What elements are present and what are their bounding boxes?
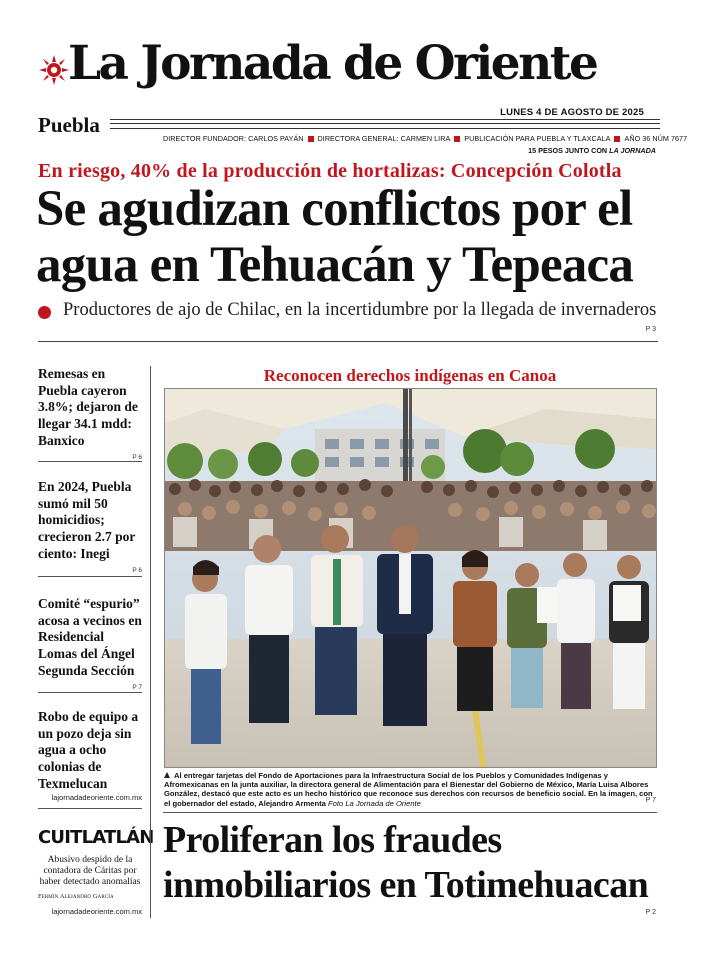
sidebar-divider [38, 692, 142, 693]
photo-story-title[interactable]: Reconocen derechos indígenas en Canoa [263, 366, 557, 385]
bullet-icon [38, 306, 51, 319]
lead-headline[interactable] [36, 181, 676, 293]
price-text: 15 PESOS JUNTO CON [528, 146, 608, 155]
sidebar-item[interactable] [38, 596, 142, 691]
masthead-rule [110, 119, 660, 129]
section-divider [38, 341, 658, 342]
second-headline-line-2: inmobiliarios en Totimehuacan [163, 864, 649, 906]
sun-icon [38, 54, 70, 86]
masthead-logo[interactable] [38, 34, 666, 104]
price-paper: LA JORNADA [609, 146, 656, 155]
separator-square [614, 136, 620, 142]
separator-square [454, 136, 460, 142]
price-line [528, 146, 656, 155]
sidebar-headline: Comité “espurio” acosa a vecinos en Residencial Lomas del Ángel Segunda Sección [38, 596, 142, 678]
second-headline[interactable] [163, 818, 663, 908]
column-summary[interactable]: Abusivo despido de la contadora de Cáritas por haber detectado anomalías [39, 855, 141, 887]
column-divider [150, 366, 151, 918]
credit-founder: DIRECTOR FUNDADOR: CARLOS PAYÁN [163, 134, 304, 143]
second-headline-line-1: Proliferan los fraudes [163, 819, 502, 861]
photo-credit: Foto La Jornada de Oriente [328, 798, 421, 808]
photo-caption [164, 771, 657, 808]
sidebar-divider [38, 461, 142, 462]
photo-illustration [165, 389, 657, 768]
caption-marker-icon [164, 772, 170, 778]
lead-headline-line-2: agua en Tehuacán y Tepeaca [36, 237, 634, 293]
sidebar-page-ref: P 6 [132, 453, 142, 461]
sidebar-headline: Remesas en Puebla cayeron 3.8%; dejaron de llegar 34.1 mdd: Banxico [38, 366, 138, 448]
column-title[interactable]: CUITLATLÁN [38, 827, 154, 848]
lead-deck[interactable]: Productores de ajo de Chilac, en la incertidumbre por la llegada de invernaderos [63, 300, 657, 320]
lead-headline-line-1: Se agudizan conflictos por el [36, 181, 633, 237]
newspaper-title: La Jornada de Oriente [68, 36, 597, 91]
lead-kicker[interactable]: En riesgo, 40% de la producción de hortalizas: Concepción Colotla [38, 160, 622, 182]
caption-text: Al entregar tarjetas del Fondo de Aportaciones para la Infraestructura Social de los Pueblos y Comunidades Indígenas y Afromexicanas en la junta auxiliar, la directora general de Alimentación para el Bienestar del Gobierno de México, María Luisa Albores González, destacó que este acto es un hecho histórico que reconoce sus derechos con recursos de beneficio social. En la imagen, con el gobernador del estado, Alejandro Armenta [164, 771, 653, 808]
sidebar-headline: Robo de equipo a un pozo deja sin agua a ocho colonias de Texmelucan [38, 709, 139, 791]
website-url[interactable]: lajornadadeoriente.com.mx [51, 793, 142, 802]
issue-date: LUNES 4 DE AGOSTO DE 2025 [500, 107, 644, 118]
sidebar-headline: En 2024, Puebla sumó mil 50 homicidios; crecieron 2.7 por ciento: Inegi [38, 479, 136, 561]
credit-publication: PUBLICACIÓN PARA PUEBLA Y TLAXCALA [464, 134, 611, 143]
sidebar-page-ref: P 7 [132, 683, 142, 691]
masthead-credits [163, 134, 687, 143]
credit-issue-number: AÑO 36 NÚM 7677 [624, 134, 688, 143]
sidebar-divider [38, 576, 142, 577]
column-author: Fermín Alejandro García [38, 893, 114, 900]
edition-label: Puebla [38, 113, 100, 137]
sidebar-item[interactable] [38, 479, 142, 574]
photo-page-ref: P 7 [645, 797, 656, 804]
sidebar-item[interactable] [38, 709, 142, 793]
sidebar-page-ref: P 6 [132, 566, 142, 574]
sidebar-item[interactable] [38, 366, 142, 461]
section-divider [163, 812, 657, 813]
website-url[interactable]: lajornadadeoriente.com.mx [51, 907, 142, 916]
credit-director: DIRECTORA GENERAL: CARMEN LIRA [317, 134, 451, 143]
separator-square [308, 136, 314, 142]
sidebar-divider [38, 808, 142, 809]
lead-page-ref: P 3 [645, 326, 656, 333]
second-page-ref: P 2 [645, 909, 656, 916]
lead-photo[interactable] [164, 388, 657, 768]
